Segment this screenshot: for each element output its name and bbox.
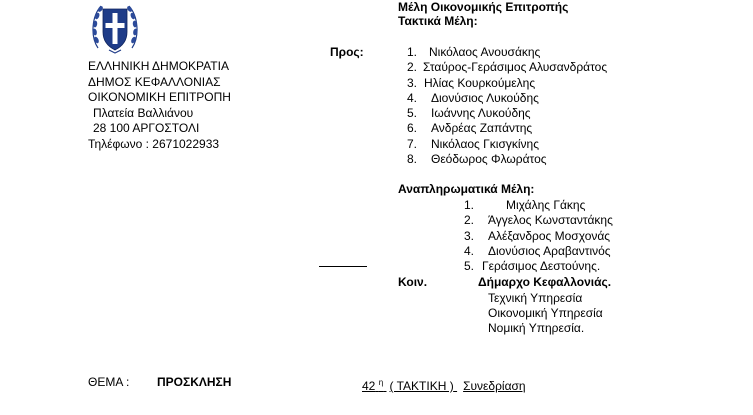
member-name: Μιχάλης Γάκης [506, 198, 586, 212]
member-name: Γεράσιμος Δεστούνης. [482, 259, 601, 274]
list-item [405, 76, 607, 91]
regular-members-list [405, 45, 607, 167]
cc-recipient: Οικονομική Υπηρεσία [488, 306, 603, 320]
item-number: 8. [406, 152, 417, 167]
sender-line: Πλατεία Βαλλιάνου [93, 105, 194, 120]
item-number: 2. [463, 213, 474, 228]
member-name: Διονύσιος Λυκούδης [431, 90, 539, 105]
list-item [405, 137, 607, 152]
list-item [462, 259, 613, 274]
session-number: 42 [362, 379, 376, 393]
list-item [405, 45, 607, 60]
sender-line: ΕΛΛΗΝΙΚΗ ΔΗΜΟΚΡΑΤΙΑ [88, 59, 229, 73]
session-word: Συνεδρίαση [463, 379, 526, 393]
member-name: Ιωάννης Λυκούδης [431, 106, 531, 121]
sender-line: ΟΙΚΟΝΟΜΙΚΗ ΕΠΙΤΡΟΠΗ [88, 90, 231, 104]
item-number: 1. [406, 45, 417, 59]
item-number: 7. [406, 136, 417, 151]
item-number: 6. [406, 121, 417, 136]
member-name: Θεόδωρος Φλωράτος [431, 152, 547, 167]
subject-label: ΘΕΜΑ : [88, 375, 130, 389]
list-item [405, 106, 607, 121]
emblem-image [92, 2, 138, 54]
sender-line: ΔΗΜΟΣ ΚΕΦΑΛΛΟΝΙΑΣ [88, 74, 221, 89]
to-label: Προς: [330, 45, 364, 59]
member-name: Ηλίας Κουρκούμελης [424, 75, 536, 90]
substitute-members-label: Αναπληρωματικά Μέλη: [398, 182, 535, 196]
sender-line: 28 100 ΑΡΓΟΣΤΟΛΙ [93, 121, 200, 135]
substitute-members-list [462, 198, 613, 274]
list-item [462, 198, 613, 213]
list-item [405, 152, 607, 167]
subject-value: ΠΡΟΣΚΛΗΣΗ [157, 375, 232, 389]
member-name: Διονύσιος Αραβαντινός [488, 243, 611, 258]
session-heading [362, 375, 526, 394]
member-name: Σταύρος-Γεράσιμος Αλυσανδράτος [423, 60, 608, 75]
list-item [462, 213, 613, 228]
cc-recipient: Τεχνική Υπηρεσία [488, 291, 583, 305]
list-item [405, 91, 607, 106]
item-number: 5. [406, 106, 417, 121]
list-item [462, 229, 613, 244]
item-number: 3. [406, 75, 417, 90]
member-name: Νικόλαος Ανουσάκης [429, 45, 541, 59]
regular-members-label: Τακτικά Μέλη: [398, 14, 478, 28]
list-item [405, 60, 607, 75]
item-number: 4. [463, 243, 474, 258]
divider-line [319, 266, 367, 267]
list-item [462, 244, 613, 259]
member-name: Ανδρέας Ζαπάντης [431, 121, 533, 136]
list-item [405, 121, 607, 136]
item-number: 4. [406, 90, 417, 105]
item-number: 3. [463, 228, 474, 243]
item-number: 5. [463, 259, 474, 274]
cc-recipient: Δήμαρχο Κεφαλλονιάς. [478, 275, 612, 289]
member-name: Αλέξανδρος Μοσχονάς [488, 228, 611, 243]
cc-label: Κοιν. [398, 275, 428, 289]
member-name: Άγγελος Κωνσταντάκης [488, 213, 613, 228]
cc-recipient: Νομική Υπηρεσία. [488, 321, 585, 335]
item-number: 1. [463, 198, 474, 212]
sender-address-block [88, 59, 231, 152]
sender-line: Τηλέφωνο : 2671022933 [88, 136, 220, 151]
session-ordinal: η [378, 378, 384, 387]
member-name: Νικόλαος Γκισγκίνης [431, 136, 539, 151]
session-type: ( ΤΑΚΤΙΚΗ ) [389, 379, 454, 393]
committee-title: Μέλη Οικονομικής Επιτροπής [398, 0, 569, 14]
item-number: 2. [406, 60, 417, 75]
